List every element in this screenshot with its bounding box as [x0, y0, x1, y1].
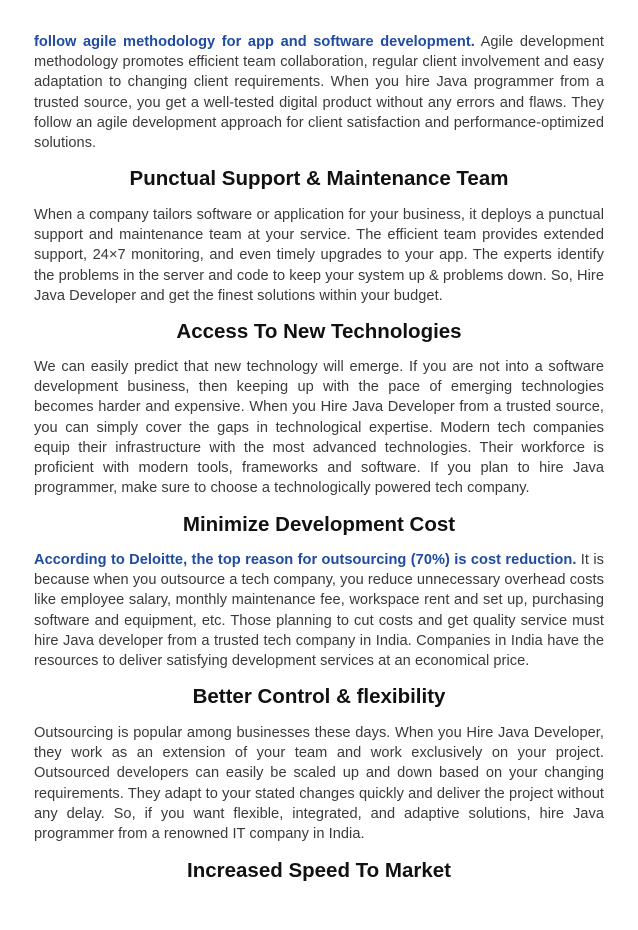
development-cost-body-text: It is because when you outsource a tech company, you reduce unnecessary overhead costs like employee salary, monthly maintenance fee, workspace rent and set up, purchasing software and equipment, etc. Those planning to cut costs and get quality service must hire Java developer from a trusted tech company in India. Companies in India have the resources to deliver satisfying development services at an economical price.: [34, 552, 604, 670]
paragraph-new-technologies: We can easily predict that new technology will emerge. If you are not into a software development business, then keeping up with the pace of emerging technologies becomes harder and expensive. When you Hire Java Developer from a trusted source, you can simply cover the gaps in technological expertise. Modern tech companies equip their infrastructure with the most advanced technologies. Their workforce is proficient with modern tools, frameworks and software. If you plan to hire Java programmer, make sure to choose a technologically powered tech company.: [34, 359, 604, 497]
deloitte-link[interactable]: According to Deloitte, the top reason for outsourcing (70%) is cost reduction.: [34, 552, 577, 568]
paragraph-control-flexibility: Outsourcing is popular among businesses these days. When you Hire Java Developer, they work as an extension of your team and work exclusively on your project. Outsourced developers can easily be scaled up and down based on your changing requirements. They adapt to your stated changes quickly and deliver the project without any delay. So, if you want flexible, integrated, and adaptive solutions, hire Java programmer from a renowned IT company in India.: [34, 725, 604, 843]
agile-lead-text: follow agile methodology for app and software development.: [34, 34, 475, 50]
heading-support-maintenance: Punctual Support & Maintenance Team: [129, 167, 509, 190]
paragraph-agile: [34, 32, 604, 153]
heading-control-flexibility: Better Control & flexibility: [192, 685, 446, 708]
agile-body-text: Agile development methodology promotes efficient team collaboration, regular client involvement and easy adaptation to changing client requirements. When you hire Java programmer from a trusted source, you get a well-tested digital product without any errors and flaws. They follow an agile development approach for client satisfaction and performance-optimized solutions.: [34, 34, 604, 152]
paragraph-development-cost: [34, 550, 604, 671]
paragraph-support-maintenance: When a company tailors software or application for your business, it deploys a punctual support and maintenance team at your service. The efficient team provides extended support, 24×7 monitoring, and even timely upgrades to your app. The experts identify the problems in the server and code to keep your system up & problems down. So, Hire Java Developer and get the finest solutions within your budget.: [34, 207, 604, 304]
heading-development-cost: Minimize Development Cost: [182, 513, 456, 536]
heading-speed-to-market: Increased Speed To Market: [187, 859, 451, 882]
heading-new-technologies: Access To New Technologies: [176, 320, 462, 343]
